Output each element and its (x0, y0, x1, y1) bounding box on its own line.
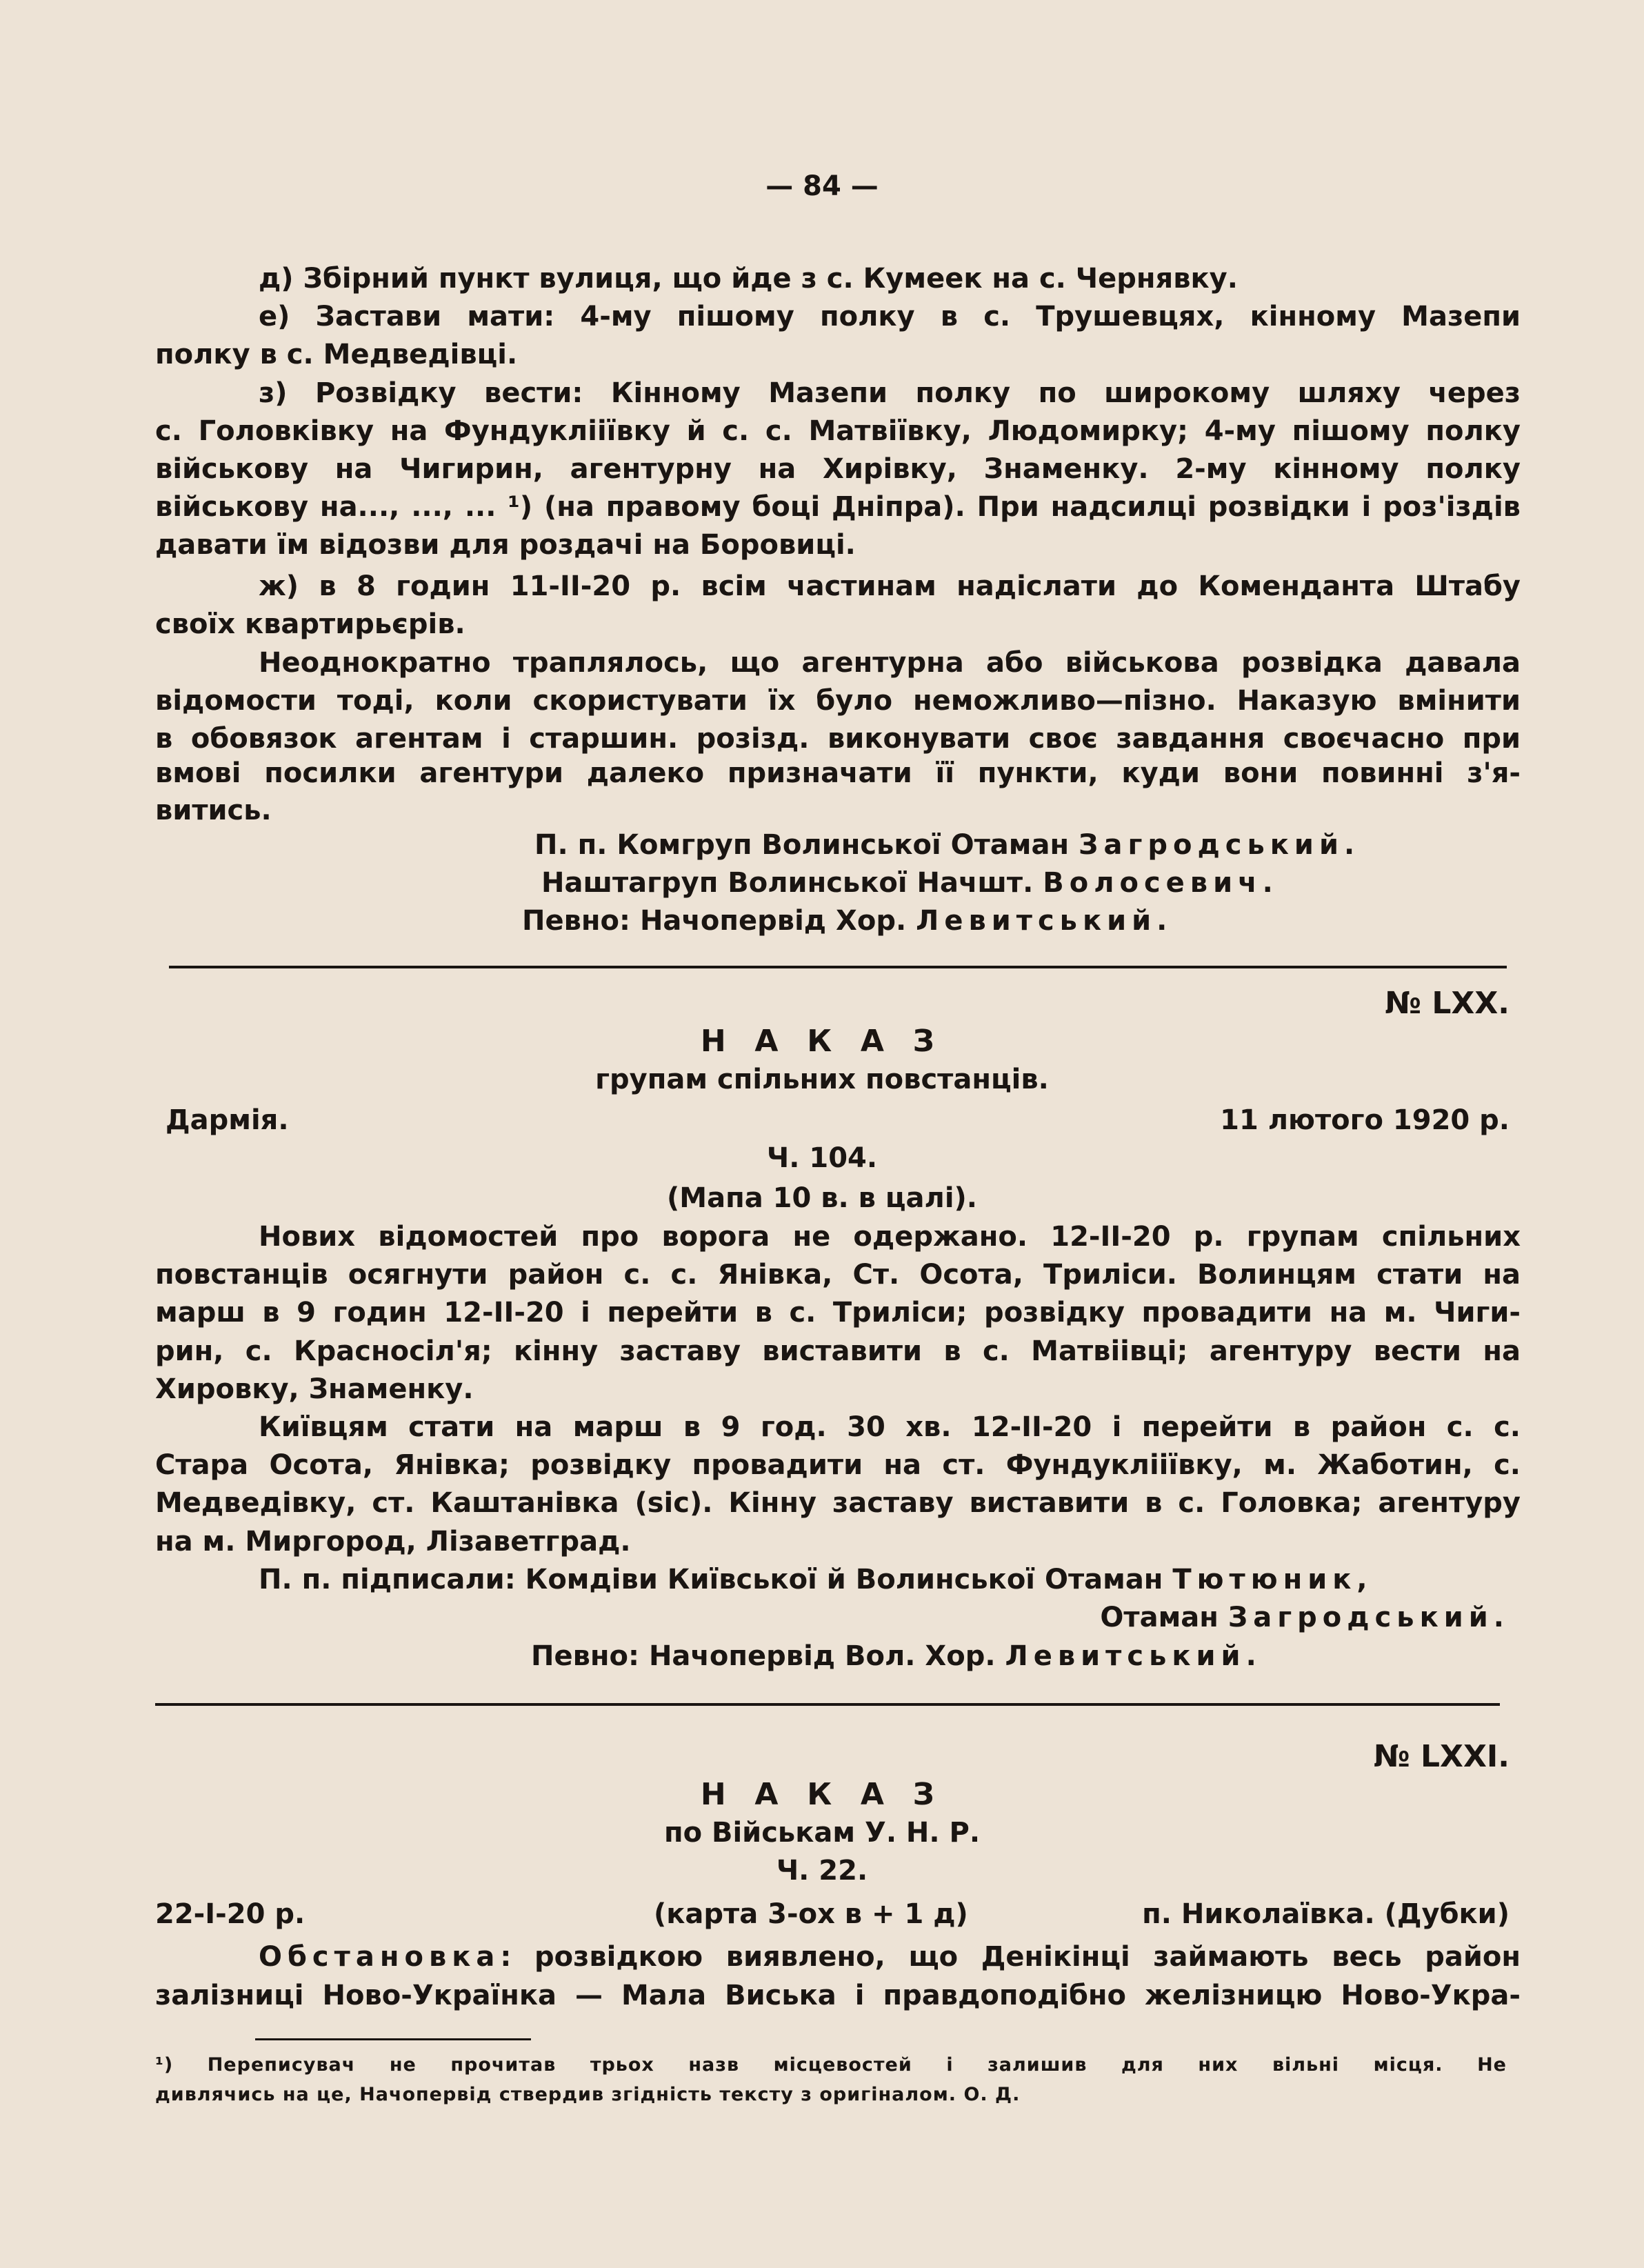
paragraph-line: рин, с. Красносіл'я; кінну заставу виставити в с. Матвіівці; агентуру вести на (155, 1335, 1521, 1367)
order-map: (Мапа 10 в. в цалі). (666, 1182, 978, 1214)
paragraph-line: Нових відомостей про ворога не одержано. 12-ІІ-20 р. групам спільних (259, 1221, 1521, 1253)
paragraph-lead: Обстановка (259, 1941, 501, 1973)
signature-title: Отаман (1100, 1602, 1228, 1633)
paragraph-line (259, 1938, 1521, 1976)
footnote-divider (255, 2038, 531, 2040)
paragraph-line: своїх квартирьєрів. (155, 608, 465, 640)
signature-title: Певно: Начопервід Хор. (522, 905, 916, 937)
page-number: — 84 — (765, 170, 879, 202)
paragraph-text: : розвідкою виявлено, що Денікінці займають весь район (500, 1941, 1521, 1973)
order-map: (карта 3-ох в + 1 д) (654, 1898, 968, 1930)
signature-line (259, 1561, 1373, 1598)
order-title: Н А К А З (700, 1024, 944, 1059)
order-title: Н А К А З (700, 1777, 944, 1812)
paragraph-line: е) Застави мати: 4-му пішому полку в с. Трушевцях, кінному Мазепи (259, 301, 1521, 332)
order-date: 22-І-20 р. (155, 1898, 305, 1930)
order-number: № LXX. (1385, 986, 1510, 1021)
signature-title: П. п. Комгруп Волинської Отаман (534, 829, 1079, 861)
section-divider (169, 966, 1507, 968)
paragraph-line: Стара Осота, Янівка; розвідку провадити на ст. Фундуклііївку, м. Жаботин, с. (155, 1449, 1521, 1481)
order-subtitle: групам спільних повстанців. (595, 1064, 1049, 1095)
paragraph-line: ж) в 8 годин 11-ІІ-20 р. всім частинам надіслати до Коменданта Штабу (259, 570, 1521, 602)
order-date: 11 лютого 1920 р. (1220, 1104, 1510, 1136)
signature-title: Певно: Начопервід Вол. Хор. (531, 1640, 1005, 1672)
paragraph-line: відомости тоді, коли скористувати їх було неможливо—пізно. Наказую вмінити (155, 685, 1521, 717)
signature-name: Тютюник, (1172, 1564, 1373, 1595)
paragraph-line: Київцям стати на марш в 9 год. 30 хв. 12-ІІ-20 і перейти в район с. с. (259, 1411, 1521, 1443)
paragraph-line: на м. Миргород, Лізаветград. (155, 1526, 631, 1558)
paragraph-line: Медведівку, ст. Каштанівка (sic). Кінну заставу виставити в с. Головка; агентуру (155, 1487, 1521, 1519)
footnote-line: дивлячись на це, Начопервід ствердив згідність тексту з оригіналом. О. Д. (155, 2084, 1021, 2105)
paragraph-line: марш в 9 годин 12-ІІ-20 і перейти в с. Триліси; розвідку провадити на м. Чиги- (155, 1297, 1521, 1329)
order-subtitle: по Військам У. Н. Р. (663, 1817, 981, 1849)
paragraph-line: військову на Чигирин, агентурну на Хирівку, Знаменку. 2-му кінному полку (155, 453, 1521, 485)
signature-line (531, 1638, 1262, 1675)
paragraph-line: з) Розвідку вести: Кінному Мазепи полку по широкому шляху через (259, 377, 1521, 409)
signature-name: Левитський. (916, 905, 1173, 937)
paragraph-line: в обовязок агентам і старшин. розізд. виконувати своє завдання своєчасно при (155, 723, 1521, 755)
paragraph-line: Хировку, Знаменку. (155, 1373, 474, 1405)
signature-name: Загродський. (1079, 829, 1361, 861)
paragraph-line: залізниці Ново-Українка — Мала Виська і правдоподібно желізницю Ново-Укра- (155, 1980, 1521, 2011)
section-divider (155, 1703, 1500, 1706)
paragraph-line: с. Головківку на Фундуклііївку й с. с. Матвіївку, Людомирку; 4-му пішому полку (155, 415, 1521, 447)
paragraph-line: Неоднократно траплялось, що агентурна або військова розвідка давала (259, 647, 1521, 679)
signature-line (541, 864, 1279, 902)
paragraph-line: повстанців осягнути район с. с. Янівка, Ст. Осота, Триліси. Волинцям стати на (155, 1259, 1521, 1291)
order-part: Ч. 104. (766, 1142, 878, 1174)
footnote-line: ¹) Переписувач не прочитав трьох назв місцевостей і залишив для них вільні місця. Не (155, 2054, 1507, 2076)
order-number: № LXXI. (1373, 1739, 1510, 1774)
paragraph-line: вмові посилки агентури далеко призначати її пункти, куди вони повинні з'я- (155, 757, 1521, 789)
order-place: Дармія. (166, 1104, 289, 1136)
paragraph-line: полку в с. Медведівці. (155, 339, 518, 370)
signature-line (1100, 1599, 1510, 1636)
paragraph-line: витись. (155, 795, 272, 826)
signature-name: Левитський. (1005, 1640, 1262, 1672)
paragraph-line: д) Збірний пункт вулиця, що йде з с. Кумеек на с. Чернявку. (259, 263, 1238, 295)
order-part: Ч. 22. (776, 1855, 868, 1887)
signature-title: П. п. підписали: Комдіви Київської й Волинської Отаман (259, 1564, 1173, 1595)
signature-line (522, 902, 1172, 939)
paragraph-line: військову на..., ..., ... ¹) (на правому боці Дніпра). При надсилці розвідки і роз'іздів (155, 491, 1521, 523)
signature-title: Наштагруп Волинської Начшт. (541, 867, 1043, 899)
paragraph-line: давати їм відозви для роздачі на Боровиці. (155, 529, 856, 561)
order-place: п. Николаївка. (Дубки) (1142, 1898, 1510, 1930)
signature-name: Волосевич. (1043, 867, 1279, 899)
signature-line (534, 826, 1360, 864)
signature-name: Загродський. (1227, 1602, 1510, 1633)
